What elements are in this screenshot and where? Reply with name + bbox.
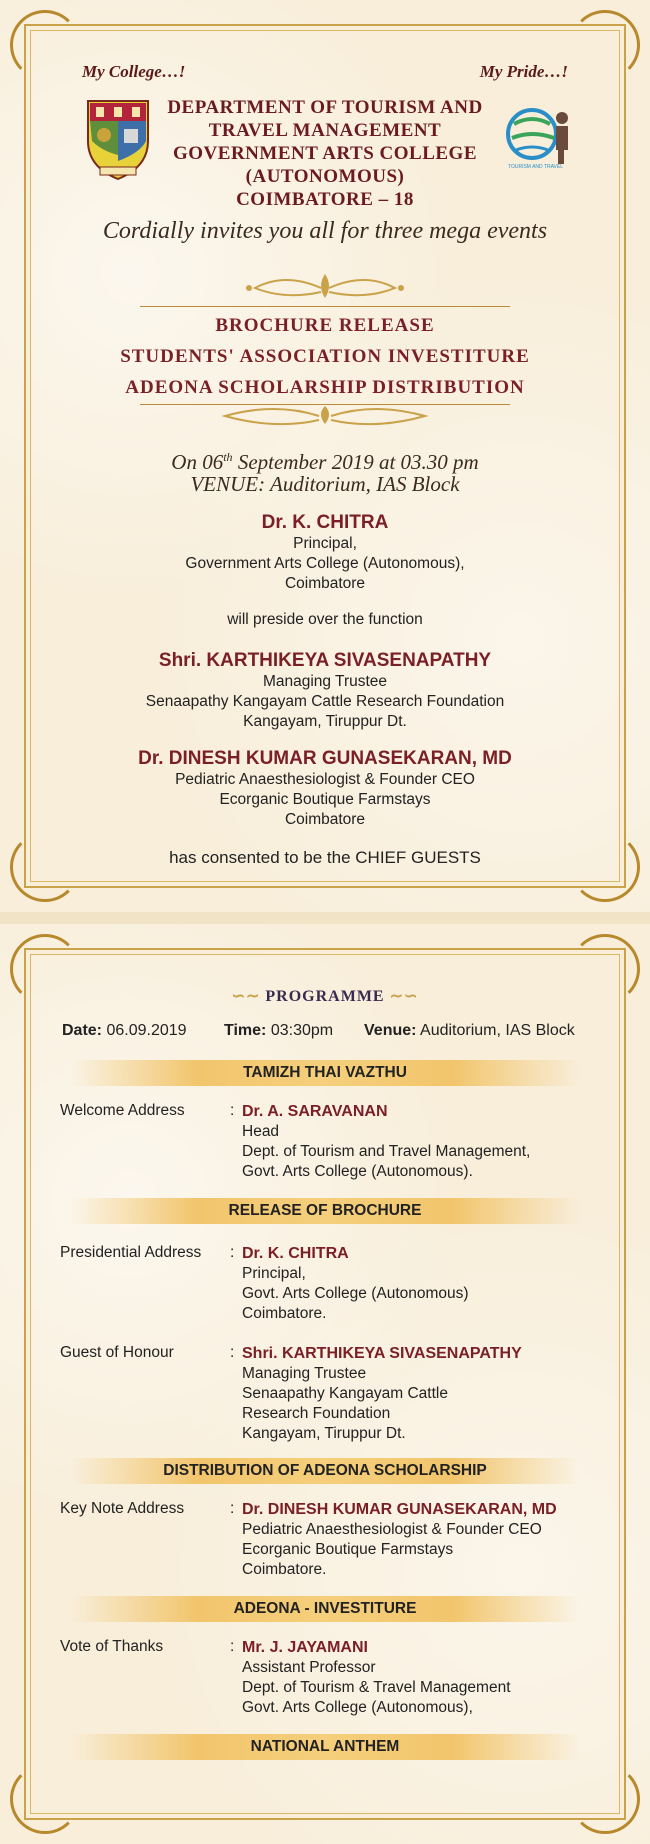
row-colon: :: [230, 1638, 235, 1655]
person-detail: Pediatric Anaesthesiologist & Founder CEO: [242, 1521, 542, 1538]
dept-line: COIMBATORE – 18: [236, 189, 414, 210]
banner-release-of-brochure: RELEASE OF BROCHURE: [70, 1198, 580, 1224]
programme-card: [0, 924, 650, 1844]
dept-line: (AUTONOMOUS): [245, 166, 405, 187]
flourish-icon: [225, 270, 425, 304]
person-name: Dr. K. CHITRA: [261, 512, 389, 533]
row-label: Vote of Thanks: [60, 1638, 164, 1655]
person-name: Dr. K. CHITRA: [242, 1245, 349, 1262]
row-body: [242, 1344, 522, 1444]
person-detail: Ecorganic Boutique Farmstays: [219, 791, 431, 808]
person-detail: Coimbatore.: [242, 1561, 327, 1578]
principal-block: [0, 512, 650, 594]
row-colon: :: [230, 1102, 235, 1119]
events-list: [0, 310, 650, 403]
row-body: [242, 1244, 469, 1324]
banner-adeona-investiture: ADEONA - INVESTITURE: [70, 1596, 580, 1622]
date-label: Date:: [62, 1022, 103, 1039]
date-sup: th: [223, 450, 233, 464]
banner-national-anthem: NATIONAL ANTHEM: [70, 1734, 580, 1760]
dept-line: GOVERNMENT ARTS COLLEGE: [173, 143, 477, 164]
department-heading: [0, 96, 650, 211]
row-label: Welcome Address: [60, 1102, 185, 1119]
row-label: Key Note Address: [60, 1500, 185, 1517]
person-detail: Govt. Arts College (Autonomous),: [242, 1699, 473, 1716]
venue-value: Auditorium, IAS Block: [416, 1022, 575, 1039]
person-detail: Principal,: [293, 535, 357, 552]
venue: VENUE: Auditorium, IAS Block: [190, 472, 460, 496]
person-detail: Coimbatore: [284, 575, 366, 592]
invitation-card: [0, 0, 650, 912]
row-body: [242, 1102, 530, 1182]
event-item: BROCHURE RELEASE: [215, 315, 435, 336]
person-name: Shri. KARTHIKEYA SIVASENAPATHY: [242, 1345, 522, 1362]
programme-title: ∽∼ PROGRAMME ∼∽: [231, 988, 419, 1005]
consent-text: has consented to be the CHIEF GUESTS: [169, 848, 481, 867]
ornament-corner-icon: [10, 1764, 80, 1834]
ornament-corner-icon: [570, 10, 640, 80]
person-detail: Ecorganic Boutique Farmstays: [242, 1541, 454, 1558]
time-value: 03:30pm: [266, 1022, 334, 1039]
person-detail: Govt. Arts College (Autonomous).: [242, 1163, 473, 1180]
time-label: Time:: [224, 1022, 267, 1039]
programme-title-text: PROGRAMME: [265, 988, 385, 1005]
event-item: STUDENTS' ASSOCIATION INVESTITURE: [120, 346, 530, 367]
person-name: Dr. A. SARAVANAN: [242, 1103, 388, 1120]
person-detail: Head: [242, 1123, 280, 1140]
row-body: [242, 1500, 557, 1580]
row-colon: :: [230, 1344, 235, 1361]
person-detail: Assistant Professor: [242, 1659, 376, 1676]
date-text: On 06: [171, 450, 224, 474]
date-value: 06.09.2019: [102, 1022, 187, 1039]
person-name: Dr. DINESH KUMAR GUNASEKARAN, MD: [242, 1501, 557, 1518]
chief-guest-2: [0, 748, 650, 830]
row-label: Guest of Honour: [60, 1344, 174, 1361]
tagline-left: My College…!: [82, 62, 186, 81]
person-detail: Managing Trustee: [242, 1365, 367, 1382]
person-detail: Dept. of Tourism & Travel Management: [242, 1679, 511, 1696]
date-text: September 2019 at 03.30 pm: [232, 450, 479, 474]
flourish-icon: [205, 404, 445, 432]
row-colon: :: [230, 1500, 235, 1517]
banner-tamizh-thai-vazthu: TAMIZH THAI VAZTHU: [70, 1060, 580, 1086]
person-detail: Research Foundation: [242, 1405, 391, 1422]
ornament-corner-icon: [10, 10, 80, 80]
person-detail: Senaapathy Kangayam Cattle: [242, 1385, 448, 1402]
programme-venue: [364, 1022, 575, 1040]
row-colon: :: [230, 1244, 235, 1261]
svg-text:TOURISM AND TRAVEL: TOURISM AND TRAVEL: [508, 164, 564, 170]
ornament-corner-icon: [570, 1764, 640, 1834]
venue-label: Venue:: [364, 1022, 417, 1039]
chief-guest-1: [0, 650, 650, 732]
person-detail: Principal,: [242, 1265, 306, 1282]
person-name: Dr. DINESH KUMAR GUNASEKARAN, MD: [138, 748, 512, 769]
person-detail: Pediatric Anaesthesiologist & Founder CEO: [175, 771, 475, 788]
person-detail: Kangayam, Tiruppur Dt.: [242, 1425, 406, 1442]
person-detail: Govt. Arts College (Autonomous): [242, 1285, 469, 1302]
preside-text: will preside over the function: [227, 611, 423, 628]
event-item: ADEONA SCHOLARSHIP DISTRIBUTION: [125, 377, 525, 398]
person-detail: Kangayam, Tiruppur Dt.: [243, 713, 407, 730]
dept-line: TRAVEL MANAGEMENT: [208, 120, 442, 141]
dept-line: DEPARTMENT OF TOURISM AND: [167, 97, 483, 118]
divider: [140, 306, 510, 307]
person-detail: Dept. of Tourism and Travel Management,: [242, 1143, 531, 1160]
person-name: Shri. KARTHIKEYA SIVASENAPATHY: [158, 650, 492, 671]
person-detail: Coimbatore.: [242, 1305, 327, 1322]
row-body: [242, 1638, 511, 1718]
person-detail: Senaapathy Kangayam Cattle Research Foundation: [145, 693, 505, 710]
banner-distribution-of-adeona-scholarship: DISTRIBUTION OF ADEONA SCHOLARSHIP: [70, 1458, 580, 1484]
row-label: Presidential Address: [60, 1244, 202, 1261]
programme-meta: [62, 1022, 187, 1040]
tagline-right: My Pride…!: [479, 62, 568, 81]
person-detail: Managing Trustee: [262, 673, 388, 690]
programme-time: [224, 1022, 333, 1040]
person-detail: Coimbatore: [284, 811, 366, 828]
person-name: Mr. J. JAYAMANI: [242, 1639, 368, 1656]
person-detail: Government Arts College (Autonomous),: [185, 555, 465, 572]
invite-line: Cordially invites you all for three mega events: [102, 218, 548, 244]
